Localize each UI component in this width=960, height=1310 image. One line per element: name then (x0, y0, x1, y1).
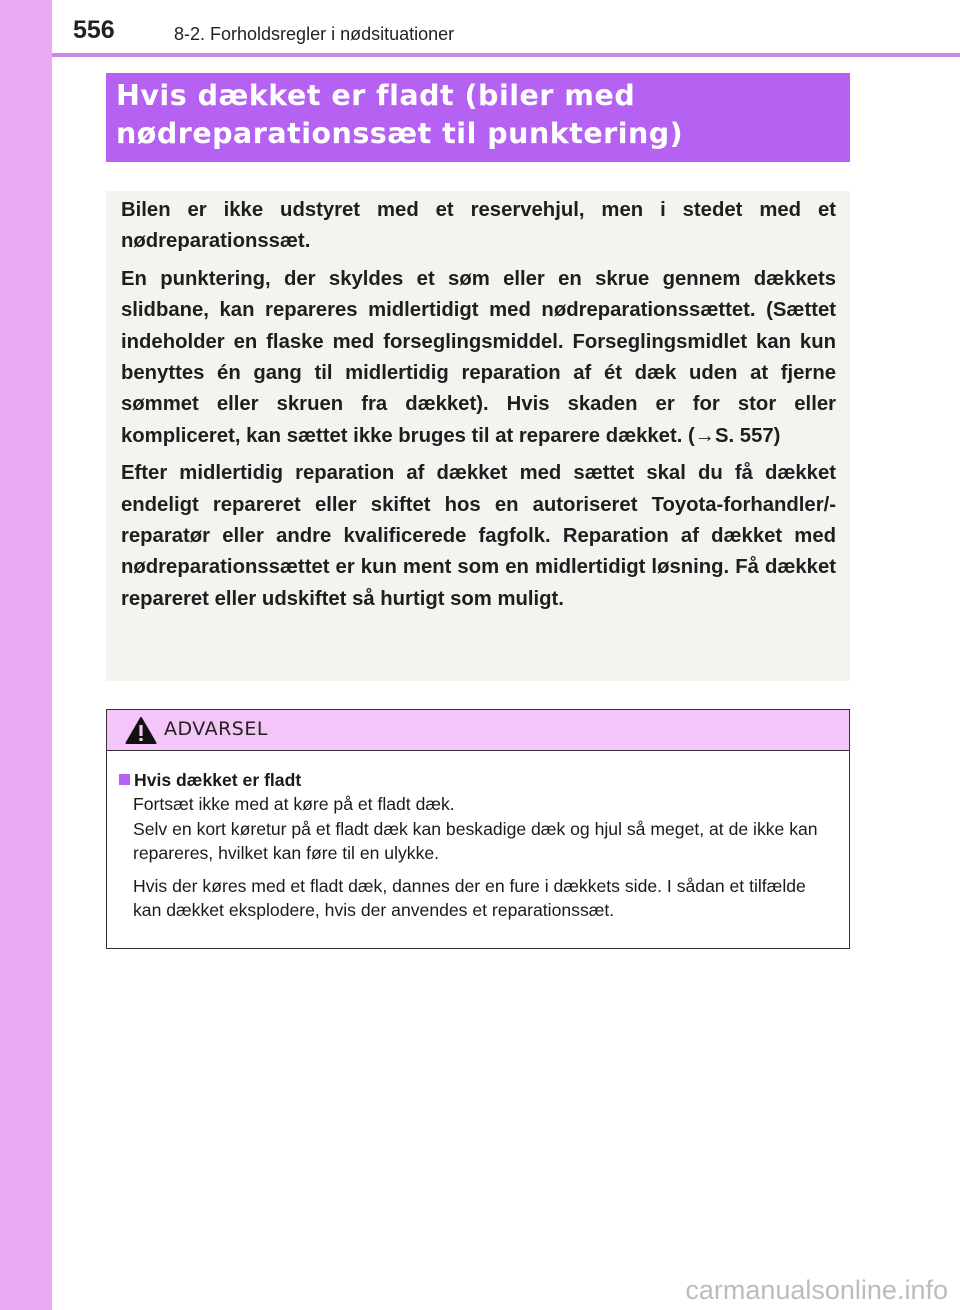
title-banner (106, 73, 850, 162)
intro-text-box (106, 191, 850, 681)
warning-text-line-2: Selv en kort køretur på et fladt dæk kan beskadige dæk og hjul så meget, at de ikke kan repareres, hvilket kan føre til en ulykke. (133, 818, 818, 863)
warning-header (107, 710, 849, 751)
side-color-band (0, 0, 52, 1310)
intro-paragraph-1: Bilen er ikke udstyret med et reservehjul, men i stedet med et nødreparationssæt. (121, 199, 836, 253)
warning-text-line-3: Hvis der køres med et fladt dæk, dannes der en fure i dækkets side. I sådan et tilfælde kan dækket eksplodere, hvis der anvendes et reparationssæt. (133, 875, 806, 920)
intro-paragraph-2: En punktering, der skyldes et søm eller en skrue gennem dækkets slidbane, kan repareres midlertidigt med nødreparationssættet. (Sættet indeholder en flaske med forseglingsmiddel. Forseglingsmidlet kan kun benyttes én gang til midlertidig reparation af ét dæk uden at fjerne sømmet eller skruen fra dækket). Hvis skaden er for stor eller kompliceret, kan sættet ikke bruges til at reparere dækket. (→S. 557) (121, 268, 836, 447)
warning-label: ADVARSEL (164, 718, 268, 740)
warning-text-line-1: Fortsæt ikke med at køre på et fladt dæk. (133, 794, 455, 814)
page-number: 556 (73, 16, 115, 44)
square-bullet-icon (119, 774, 130, 785)
intro-paragraph-3: Efter midlertidig reparation af dækket med sættet skal du få dækket endeligt repareret eller skiftet hos en autoriseret Toyota-forhandler/-reparatør eller andre kvalificerede fagfolk. Reparation af dækket med nødreparationssættet er kun ment som en midlertidigt løsning. Få dækket repareret eller udskiftet så hurtigt som muligt. (121, 462, 836, 610)
warning-body (107, 751, 849, 923)
title-line-2: nødreparationssæt til punktering) (116, 117, 684, 150)
watermark: carmanualsonline.info (685, 1275, 948, 1305)
header-divider (52, 53, 960, 57)
title-line-1: Hvis dækket er fladt (biler med (116, 79, 636, 112)
section-heading: 8-2. Forholdsregler i nødsituationer (174, 24, 455, 44)
warning-triangle-icon (125, 716, 157, 750)
warning-item-heading-text: Hvis dækket er fladt (134, 770, 302, 790)
warning-box (106, 709, 850, 949)
warning-item-heading (119, 768, 837, 792)
